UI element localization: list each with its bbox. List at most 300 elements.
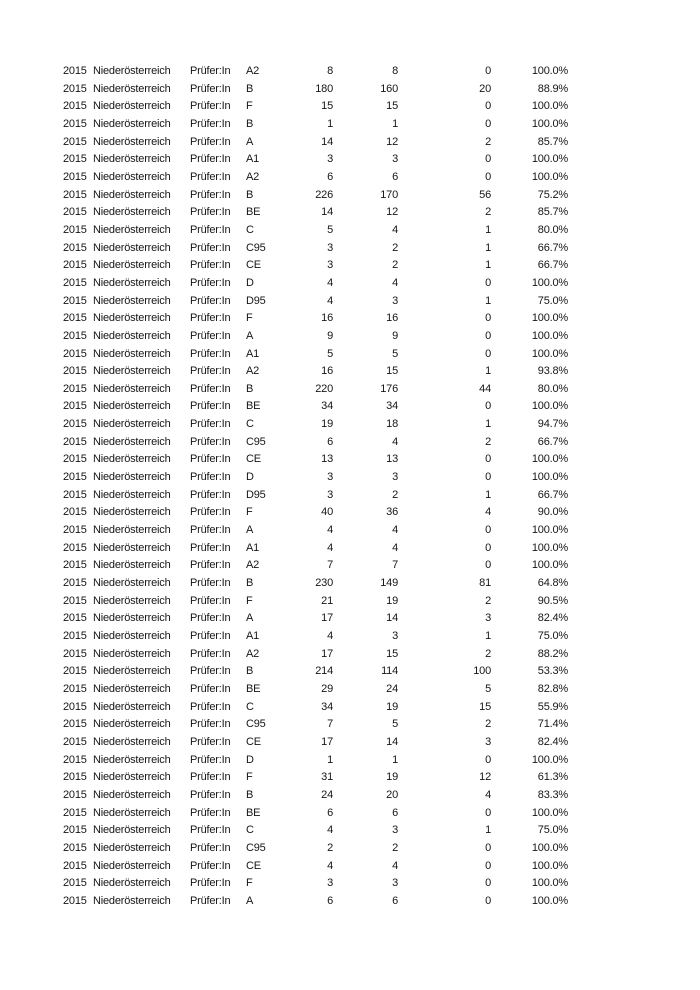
exams-total-cell: 17 [321,612,333,625]
year-cell: 2015 [63,806,87,819]
region-cell: Niederösterreich [93,735,171,748]
region-cell: Niederösterreich [93,329,171,342]
license-class-cell: BE [246,806,261,819]
region-cell: Niederösterreich [93,259,171,272]
examiner-role-cell: Prüfer:In [190,524,231,537]
region-cell: Niederösterreich [93,682,171,695]
pass-rate-cell: 75.0% [537,630,568,642]
table-row [63,275,568,293]
pass-rate-cell: 100.0% [531,453,568,466]
examiner-role-cell: Prüfer:In [190,841,231,854]
exams-total-cell: 6 [327,170,333,183]
examiner-role-cell: Prüfer:In [190,135,231,148]
exams-failed-cell: 1 [485,259,491,272]
license-class-cell: A1 [246,630,260,642]
table-row [63,381,568,399]
pass-rate-cell: 100.0% [531,65,568,77]
table-row [63,257,568,275]
year-cell: 2015 [63,488,87,501]
table-row [63,187,568,205]
exams-passed-cell: 12 [386,135,398,148]
exams-total-cell: 34 [321,700,333,713]
exams-failed-cell: 1 [485,365,491,378]
exams-total-cell: 9 [327,329,333,342]
license-class-cell: F [246,100,253,113]
exams-failed-cell: 2 [485,718,491,731]
table-row [63,575,568,593]
examiner-role-cell: Prüfer:In [190,65,231,77]
year-cell: 2015 [63,435,87,448]
pass-rate-cell: 66.7% [537,488,568,501]
examiner-role-cell: Prüfer:In [190,665,231,678]
exams-failed-cell: 2 [485,206,491,219]
year-cell: 2015 [63,824,87,837]
year-cell: 2015 [63,718,87,731]
region-cell: Niederösterreich [93,347,171,360]
table-row [63,116,568,134]
exams-failed-cell: 44 [479,382,491,395]
examiner-role-cell: Prüfer:In [190,82,231,95]
exams-failed-cell: 0 [485,65,491,77]
year-cell: 2015 [63,312,87,325]
year-cell: 2015 [63,771,87,784]
exams-failed-cell: 56 [479,188,491,201]
region-cell: Niederösterreich [93,400,171,413]
pass-rate-cell: 100.0% [531,524,568,537]
exams-failed-cell: 1 [485,418,491,431]
license-class-cell: F [246,312,253,325]
region-cell: Niederösterreich [93,612,171,625]
table-row [63,716,568,734]
examiner-role-cell: Prüfer:In [190,382,231,395]
table-row [63,769,568,787]
pass-rate-cell: 66.7% [537,241,568,254]
examiner-role-cell: Prüfer:In [190,188,231,201]
pass-rate-cell: 100.0% [531,153,568,166]
table-row [63,752,568,770]
region-cell: Niederösterreich [93,718,171,731]
table-row [63,398,568,416]
table-row [63,840,568,858]
examiner-role-cell: Prüfer:In [190,365,231,378]
pass-rate-cell: 90.0% [537,506,568,519]
table-row [63,487,568,505]
table-row [63,504,568,522]
exams-total-cell: 7 [327,718,333,731]
year-cell: 2015 [63,418,87,431]
examiner-role-cell: Prüfer:In [190,418,231,431]
exams-total-cell: 5 [327,347,333,360]
year-cell: 2015 [63,559,87,572]
year-cell: 2015 [63,65,87,77]
examiner-role-cell: Prüfer:In [190,153,231,166]
exams-passed-cell: 170 [380,188,398,201]
exams-failed-cell: 0 [485,347,491,360]
exams-passed-cell: 3 [392,630,398,642]
table-row [63,81,568,99]
table-row [63,169,568,187]
license-class-cell: B [246,577,254,590]
region-cell: Niederösterreich [93,806,171,819]
examiner-role-cell: Prüfer:In [190,241,231,254]
exams-total-cell: 4 [327,541,333,554]
exams-passed-cell: 7 [392,559,398,572]
license-class-cell: BE [246,400,261,413]
region-cell: Niederösterreich [93,788,171,801]
region-cell: Niederösterreich [93,841,171,854]
table-row [63,434,568,452]
exams-passed-cell: 14 [386,612,398,625]
pass-rate-cell: 82.8% [537,682,568,695]
exams-passed-cell: 4 [392,541,398,554]
license-class-cell: CE [246,453,261,466]
exams-passed-cell: 20 [386,788,398,801]
pass-rate-cell: 100.0% [531,400,568,413]
license-class-cell: A [246,135,254,148]
exams-total-cell: 13 [321,453,333,466]
license-class-cell: B [246,82,254,95]
examiner-role-cell: Prüfer:In [190,877,231,890]
region-cell: Niederösterreich [93,859,171,872]
pass-rate-cell: 80.0% [537,382,568,395]
exams-total-cell: 226 [315,188,333,201]
exams-failed-cell: 0 [485,276,491,289]
pass-rate-cell: 71.4% [537,718,568,731]
exams-passed-cell: 13 [386,453,398,466]
examiner-role-cell: Prüfer:In [190,824,231,837]
exams-total-cell: 14 [321,135,333,148]
region-cell: Niederösterreich [93,453,171,466]
exams-passed-cell: 12 [386,206,398,219]
year-cell: 2015 [63,100,87,113]
pass-rate-cell: 100.0% [531,859,568,872]
exams-passed-cell: 5 [392,347,398,360]
examiner-role-cell: Prüfer:In [190,170,231,183]
pass-rate-cell: 100.0% [531,894,568,907]
region-cell: Niederösterreich [93,135,171,148]
region-cell: Niederösterreich [93,541,171,554]
exams-total-cell: 6 [327,806,333,819]
exams-passed-cell: 9 [392,329,398,342]
license-class-cell: C [246,700,254,713]
pass-rate-cell: 100.0% [531,329,568,342]
pass-rate-cell: 85.7% [537,135,568,148]
exams-total-cell: 31 [321,771,333,784]
exams-passed-cell: 3 [392,471,398,484]
exams-failed-cell: 2 [485,647,491,660]
examiner-role-cell: Prüfer:In [190,453,231,466]
table-row [63,893,568,911]
license-class-cell: D [246,471,254,484]
table-row [63,734,568,752]
table-row [63,98,568,116]
exams-total-cell: 40 [321,506,333,519]
exams-passed-cell: 8 [392,65,398,77]
exams-passed-cell: 19 [386,771,398,784]
license-class-cell: F [246,506,253,519]
license-class-cell: F [246,771,253,784]
exams-passed-cell: 1 [392,753,398,766]
license-class-cell: A [246,524,254,537]
year-cell: 2015 [63,594,87,607]
license-class-cell: C95 [246,241,266,254]
exams-passed-cell: 15 [386,647,398,660]
table-row [63,610,568,628]
exams-failed-cell: 0 [485,859,491,872]
license-class-cell: C95 [246,435,266,448]
table-row [63,451,568,469]
pass-rate-cell: 100.0% [531,541,568,554]
region-cell: Niederösterreich [93,435,171,448]
year-cell: 2015 [63,223,87,236]
pass-rate-cell: 53.3% [537,665,568,678]
exams-failed-cell: 1 [485,223,491,236]
pass-rate-cell: 55.9% [537,700,568,713]
license-class-cell: CE [246,735,261,748]
examiner-role-cell: Prüfer:In [190,206,231,219]
exams-total-cell: 3 [327,877,333,890]
examiner-role-cell: Prüfer:In [190,400,231,413]
pass-rate-cell: 75.2% [537,188,568,201]
table-row [63,328,568,346]
examiner-role-cell: Prüfer:In [190,594,231,607]
year-cell: 2015 [63,82,87,95]
exams-failed-cell: 4 [485,506,491,519]
table-row [63,646,568,664]
year-cell: 2015 [63,400,87,413]
year-cell: 2015 [63,453,87,466]
pass-rate-cell: 100.0% [531,276,568,289]
exams-total-cell: 15 [321,100,333,113]
license-class-cell: C [246,824,254,837]
exams-failed-cell: 4 [485,788,491,801]
exams-passed-cell: 3 [392,294,398,307]
region-cell: Niederösterreich [93,488,171,501]
exams-passed-cell: 18 [386,418,398,431]
examiner-role-cell: Prüfer:In [190,894,231,907]
pass-rate-cell: 100.0% [531,753,568,766]
license-class-cell: B [246,117,254,130]
exams-failed-cell: 0 [485,100,491,113]
table-row [63,151,568,169]
exams-failed-cell: 0 [485,559,491,572]
exams-total-cell: 214 [315,665,333,678]
table-row [63,63,568,81]
exams-total-cell: 4 [327,276,333,289]
exams-total-cell: 17 [321,735,333,748]
pass-rate-cell: 100.0% [531,117,568,130]
license-class-cell: A [246,894,254,907]
examiner-role-cell: Prüfer:In [190,559,231,572]
exams-passed-cell: 15 [386,100,398,113]
table-row [63,540,568,558]
pass-rate-cell: 93.8% [537,365,568,378]
license-class-cell: A2 [246,170,260,183]
license-class-cell: A1 [246,347,260,360]
examiner-role-cell: Prüfer:In [190,435,231,448]
exams-passed-cell: 2 [392,259,398,272]
exams-passed-cell: 36 [386,506,398,519]
year-cell: 2015 [63,471,87,484]
table-row [63,134,568,152]
license-class-cell: A1 [246,541,260,554]
exams-failed-cell: 2 [485,135,491,148]
region-cell: Niederösterreich [93,771,171,784]
exams-passed-cell: 3 [392,153,398,166]
year-cell: 2015 [63,382,87,395]
examiner-role-cell: Prüfer:In [190,771,231,784]
table-row [63,822,568,840]
exams-total-cell: 6 [327,435,333,448]
pass-rate-cell: 75.0% [537,294,568,307]
license-class-cell: A2 [246,65,260,77]
year-cell: 2015 [63,259,87,272]
license-class-cell: C [246,418,254,431]
exams-total-cell: 1 [327,117,333,130]
year-cell: 2015 [63,524,87,537]
exams-failed-cell: 2 [485,594,491,607]
table-row [63,593,568,611]
exams-passed-cell: 19 [386,594,398,607]
pass-rate-cell: 80.0% [537,223,568,236]
license-class-cell: CE [246,259,261,272]
exams-failed-cell: 1 [485,294,491,307]
region-cell: Niederösterreich [93,418,171,431]
pass-rate-cell: 61.3% [537,771,568,784]
examiner-role-cell: Prüfer:In [190,294,231,307]
license-class-cell: BE [246,206,261,219]
exams-passed-cell: 24 [386,682,398,695]
exams-failed-cell: 0 [485,117,491,130]
exams-total-cell: 19 [321,418,333,431]
exams-total-cell: 16 [321,312,333,325]
exams-failed-cell: 15 [479,700,491,713]
exams-failed-cell: 0 [485,471,491,484]
region-cell: Niederösterreich [93,241,171,254]
region-cell: Niederösterreich [93,188,171,201]
license-class-cell: D95 [246,488,266,501]
exams-failed-cell: 0 [485,841,491,854]
region-cell: Niederösterreich [93,276,171,289]
year-cell: 2015 [63,735,87,748]
year-cell: 2015 [63,206,87,219]
examiner-role-cell: Prüfer:In [190,347,231,360]
exams-passed-cell: 1 [392,117,398,130]
exams-passed-cell: 6 [392,170,398,183]
examiner-role-cell: Prüfer:In [190,647,231,660]
region-cell: Niederösterreich [93,117,171,130]
examiner-role-cell: Prüfer:In [190,682,231,695]
table-row [63,222,568,240]
exams-failed-cell: 2 [485,435,491,448]
examiner-role-cell: Prüfer:In [190,718,231,731]
pass-rate-cell: 100.0% [531,841,568,854]
region-cell: Niederösterreich [93,206,171,219]
exams-passed-cell: 4 [392,859,398,872]
exams-failed-cell: 3 [485,735,491,748]
exams-failed-cell: 0 [485,753,491,766]
region-cell: Niederösterreich [93,365,171,378]
exams-total-cell: 1 [327,753,333,766]
examiner-role-cell: Prüfer:In [190,488,231,501]
region-cell: Niederösterreich [93,665,171,678]
table-row [63,787,568,805]
license-class-cell: A2 [246,647,260,660]
region-cell: Niederösterreich [93,294,171,307]
examiner-role-cell: Prüfer:In [190,329,231,342]
region-cell: Niederösterreich [93,894,171,907]
license-class-cell: A1 [246,153,260,166]
pass-rate-cell: 64.8% [537,577,568,590]
pass-rate-cell: 82.4% [537,735,568,748]
year-cell: 2015 [63,753,87,766]
year-cell: 2015 [63,276,87,289]
region-cell: Niederösterreich [93,630,171,642]
exams-failed-cell: 1 [485,630,491,642]
exams-failed-cell: 100 [473,665,491,678]
pass-rate-cell: 100.0% [531,170,568,183]
exams-failed-cell: 0 [485,400,491,413]
table-row [63,875,568,893]
exams-passed-cell: 34 [386,400,398,413]
exams-passed-cell: 4 [392,223,398,236]
examiner-role-cell: Prüfer:In [190,117,231,130]
year-cell: 2015 [63,612,87,625]
region-cell: Niederösterreich [93,594,171,607]
table-row [63,310,568,328]
license-class-cell: D [246,753,254,766]
exams-passed-cell: 4 [392,435,398,448]
license-class-cell: C95 [246,718,266,731]
year-cell: 2015 [63,577,87,590]
year-cell: 2015 [63,877,87,890]
exams-total-cell: 2 [327,841,333,854]
table-row [63,628,568,646]
table-row [63,805,568,823]
table-row [63,858,568,876]
license-class-cell: B [246,665,254,678]
exams-total-cell: 3 [327,153,333,166]
examiner-role-cell: Prüfer:In [190,735,231,748]
year-cell: 2015 [63,153,87,166]
pass-rate-cell: 100.0% [531,559,568,572]
table-row [63,469,568,487]
examiner-role-cell: Prüfer:In [190,276,231,289]
exams-passed-cell: 176 [380,382,398,395]
examiner-role-cell: Prüfer:In [190,788,231,801]
license-class-cell: C95 [246,841,266,854]
region-cell: Niederösterreich [93,100,171,113]
examiner-role-cell: Prüfer:In [190,312,231,325]
license-class-cell: C [246,223,254,236]
examiner-role-cell: Prüfer:In [190,806,231,819]
region-cell: Niederösterreich [93,506,171,519]
year-cell: 2015 [63,682,87,695]
pass-rate-cell: 75.0% [537,824,568,837]
year-cell: 2015 [63,665,87,678]
exams-failed-cell: 5 [485,682,491,695]
table-row [63,346,568,364]
exams-total-cell: 24 [321,788,333,801]
exams-passed-cell: 3 [392,824,398,837]
year-cell: 2015 [63,841,87,854]
exams-total-cell: 4 [327,824,333,837]
license-class-cell: F [246,877,253,890]
region-cell: Niederösterreich [93,700,171,713]
table-row [63,699,568,717]
exams-total-cell: 4 [327,859,333,872]
exams-total-cell: 4 [327,294,333,307]
